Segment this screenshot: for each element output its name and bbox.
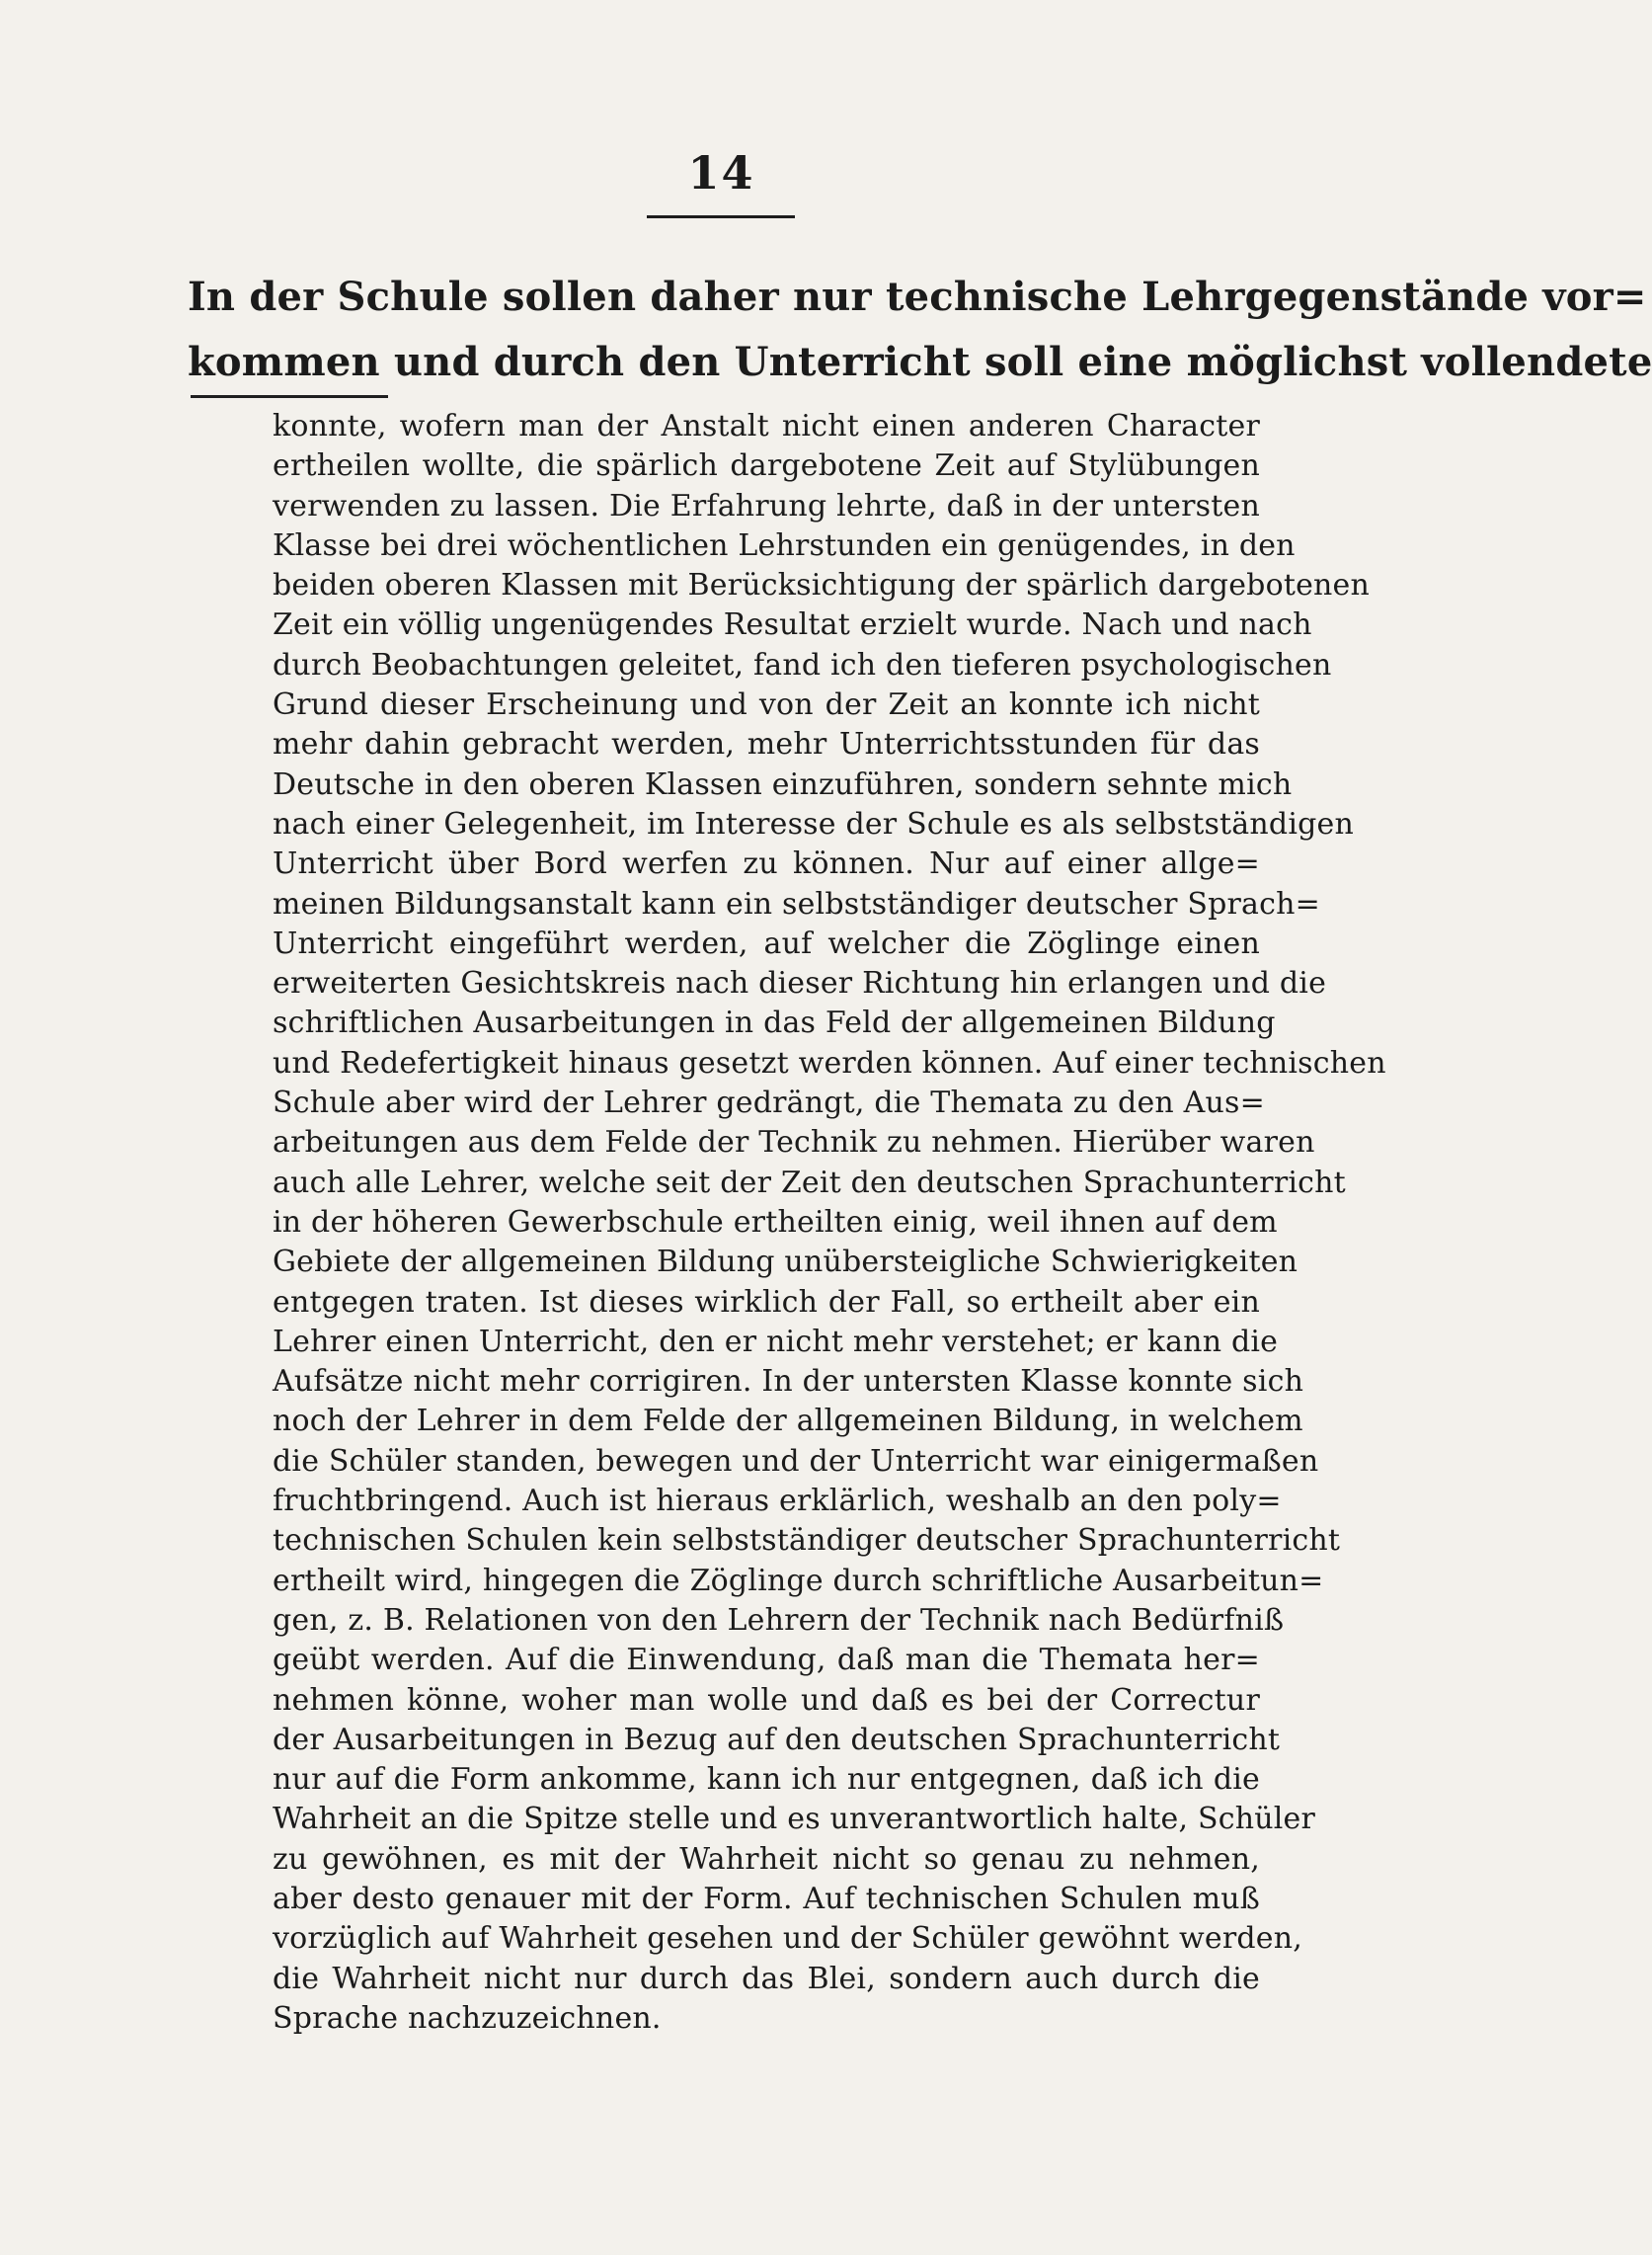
- footnote-line: Aufsätze nicht mehr corrigiren. In der untersten Klasse konnte sich: [273, 1364, 1304, 1400]
- footnote-line: nach einer Gelegenheit, im Interesse der Schule es als selbstständigen: [273, 806, 1354, 842]
- footnote-line: Wahrheit an die Spitze stelle und es unverantwortlich halte, Schüler: [273, 1802, 1316, 1837]
- footnote-line: auch alle Lehrer, welche seit der Zeit den deutschen Sprachunterricht: [273, 1165, 1346, 1200]
- footnote-line: Schule aber wird der Lehrer gedrängt, die Themata zu den Aus=: [273, 1086, 1265, 1121]
- footnote-line: nehmen könne, woher man wolle und daß es bei der Correctur: [273, 1682, 1260, 1718]
- footnote-line: in der höheren Gewerbschule ertheilten einig, weil ihnen auf dem: [273, 1204, 1278, 1240]
- footnote-line: ertheilen wollte, die spärlich dargebotene Zeit auf Stylübungen: [273, 448, 1260, 484]
- footnote-line: arbeitungen aus dem Felde der Technik zu nehmen. Hierüber waren: [273, 1125, 1315, 1161]
- footnote-line: erweiterten Gesichtskreis nach dieser Richtung hin erlangen und die: [273, 966, 1327, 1002]
- page-number: 14: [687, 146, 755, 200]
- footnote-line: technischen Schulen kein selbstständiger deutscher Sprachunterricht: [273, 1523, 1341, 1559]
- main-text: [188, 265, 1652, 395]
- footnote-line: ertheilt wird, hingegen die Zöglinge durch schriftliche Ausarbeitun=: [273, 1563, 1324, 1598]
- footnote-line: fruchtbringend. Auch ist hieraus erklärlich, weshalb an den poly=: [273, 1484, 1282, 1519]
- footnote-line: Grund dieser Erscheinung und von der Zeit an konnte ich nicht: [273, 687, 1260, 723]
- footnote-line: Unterricht eingeführt werden, auf welcher die Zöglinge einen: [273, 926, 1260, 961]
- footnote-line: und Redefertigkeit hinaus gesetzt werden können. Auf einer technischen: [273, 1045, 1386, 1081]
- footnote-line: meinen Bildungsanstalt kann ein selbstständiger deutscher Sprach=: [273, 886, 1321, 922]
- footnote-line: der Ausarbeitungen in Bezug auf den deutschen Sprachunterricht: [273, 1722, 1281, 1757]
- footnote-line: vorzüglich auf Wahrheit gesehen und der Schüler gewöhnt werden,: [273, 1921, 1303, 1957]
- footnote-line: mehr dahin gebracht werden, mehr Unterrichtsstunden für das: [273, 727, 1260, 763]
- footnote-line: Sprache nachzuzeichnen.: [273, 2000, 662, 2036]
- footnote-line: konnte, wofern man der Anstalt nicht einen anderen Character: [273, 409, 1260, 443]
- footnote-line: Zeit ein völlig ungenügendes Resultat erzielt wurde. Nach und nach: [273, 607, 1312, 643]
- footnote-line: durch Beobachtungen geleitet, fand ich den tieferen psychologischen: [273, 647, 1332, 683]
- footnote-line: Deutsche in den oberen Klassen einzuführen, sondern sehnte mich: [273, 766, 1293, 802]
- main-text-line: In der Schule sollen daher nur technische Lehrgegenstände vor=: [188, 274, 1647, 320]
- footnote-line: geübt werden. Auf die Einwendung, daß man die Themata her=: [273, 1643, 1260, 1678]
- footnote-text: [273, 407, 1386, 2039]
- main-text-line: kommen und durch den Unterricht soll eine möglichst vollendete: [188, 339, 1652, 385]
- footnote-line: schriftlichen Ausarbeitungen in das Feld der allgemeinen Bildung: [273, 1006, 1276, 1041]
- footnote-line: beiden oberen Klassen mit Berücksichtigung der spärlich dargebotenen: [273, 568, 1371, 604]
- footnote-line: gen, z. B. Relationen von den Lehrern der Technik nach Bedürfniß: [273, 1602, 1285, 1638]
- footnote-line: die Wahrheit nicht nur durch das Blei, sondern auch durch die: [273, 1961, 1260, 1996]
- footnote-line: Klasse bei drei wöchentlichen Lehrstunden ein genügendes, in den: [273, 527, 1296, 563]
- footnote-line: Gebiete der allgemeinen Bildung unübersteigliche Schwierigkeiten: [273, 1245, 1298, 1280]
- footnote-line: die Schüler standen, bewegen und der Unterricht war einigermaßen: [273, 1443, 1319, 1479]
- footnote-line: zu gewöhnen, es mit der Wahrheit nicht so genau zu nehmen,: [273, 1841, 1260, 1877]
- footnote-line: noch der Lehrer in dem Felde der allgemeinen Bildung, in welchem: [273, 1404, 1303, 1439]
- footnote-separator: [191, 395, 388, 398]
- footnote-line: entgegen traten. Ist dieses wirklich der Fall, so ertheilt aber ein: [273, 1284, 1260, 1320]
- footnote-line: Unterricht über Bord werfen zu können. Nur auf einer allge=: [273, 846, 1260, 882]
- footnote-line: Lehrer einen Unterricht, den er nicht mehr verstehet; er kann die: [273, 1324, 1279, 1359]
- page-number-rule: [647, 215, 795, 218]
- footnote-line: nur auf die Form ankomme, kann ich nur entgegnen, daß ich die: [273, 1762, 1260, 1798]
- footnote-line: verwenden zu lassen. Die Erfahrung lehrte, daß in der untersten: [273, 488, 1260, 523]
- footnote-line: aber desto genauer mit der Form. Auf technischen Schulen muß: [273, 1881, 1260, 1916]
